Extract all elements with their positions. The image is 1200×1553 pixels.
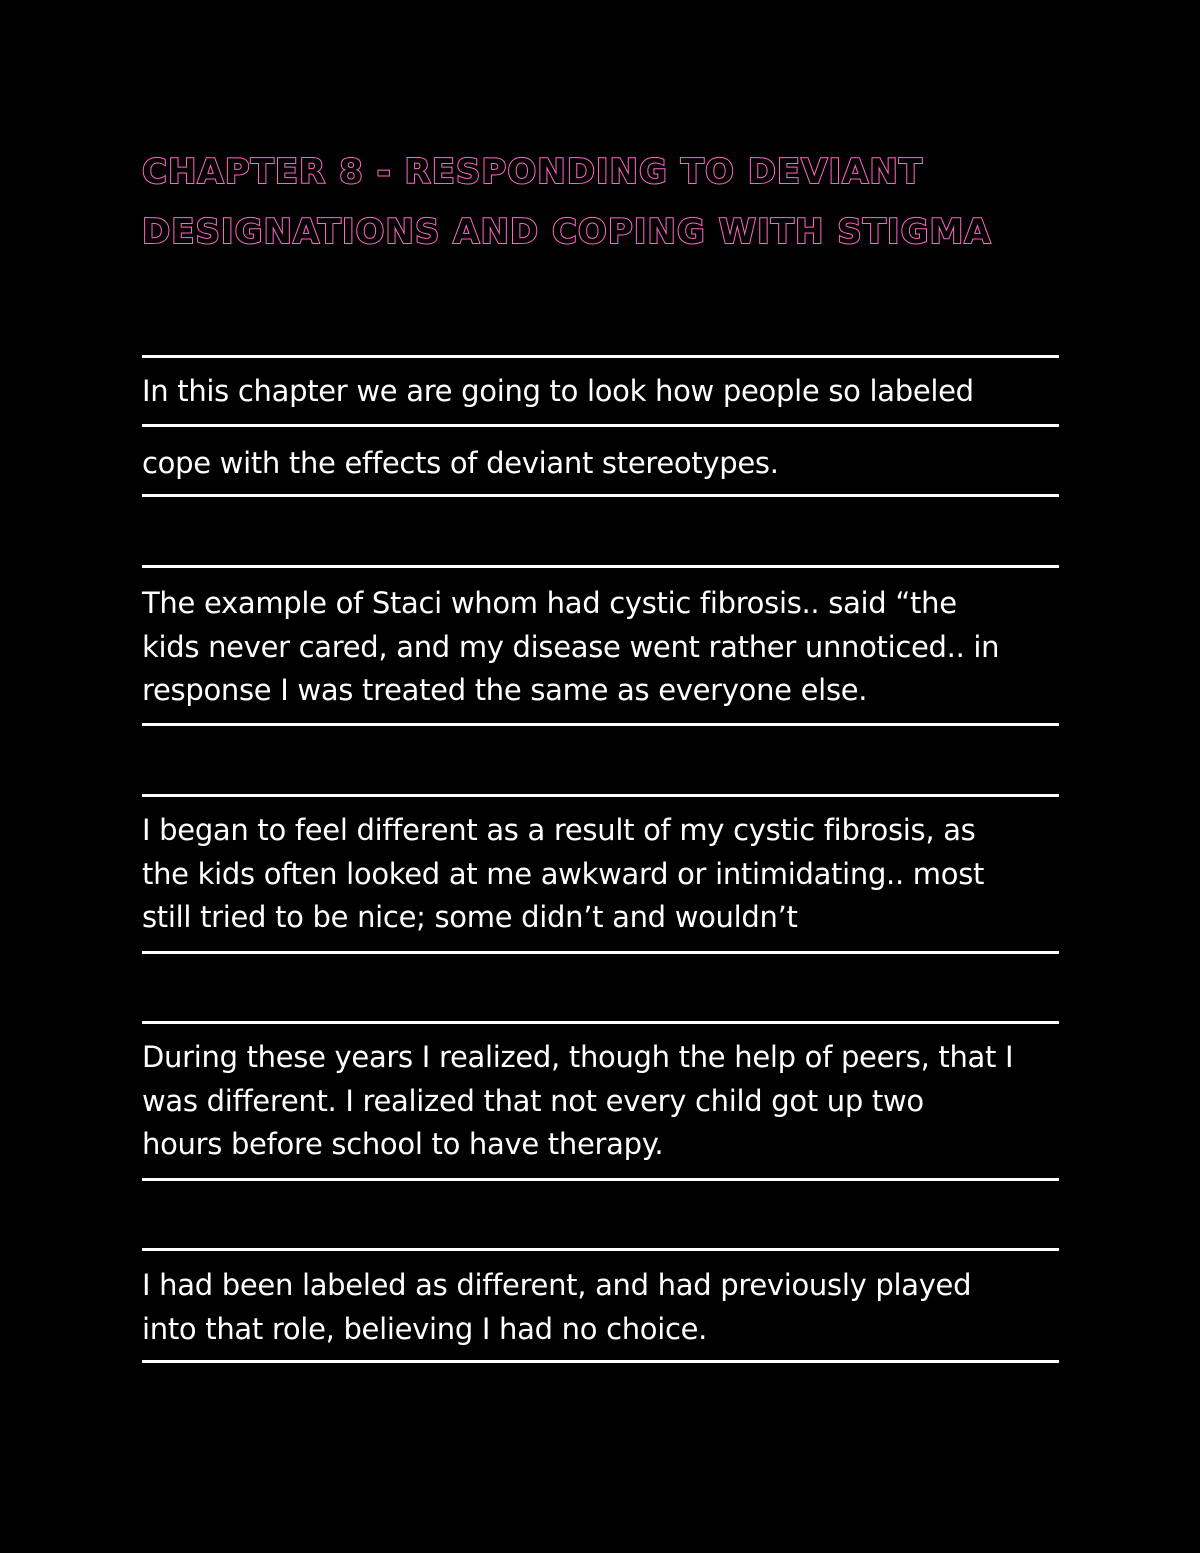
- paragraph-line: I had been labeled as different, and had previously played: [142, 1268, 972, 1302]
- intro-line-1: In this chapter we are going to look how people so labeled: [142, 374, 974, 408]
- quote-paragraph-4: [142, 1264, 1072, 1351]
- paragraph-line: the kids often looked at me awkward or intimidating.. most: [142, 856, 985, 891]
- quote-paragraph-3: [142, 1036, 1072, 1167]
- divider-rule: [142, 794, 1059, 797]
- chapter-title: [142, 142, 1082, 262]
- paragraph-line: During these years I realized, though the help of peers, that I: [142, 1040, 1014, 1074]
- paragraph-line: was different. I realized that not every child got up two: [142, 1083, 924, 1118]
- intro-line-2: cope with the effects of deviant stereotypes.: [142, 446, 779, 480]
- chapter-title-line-1: CHAPTER 8 - RESPONDING TO DEVIANT: [142, 152, 924, 192]
- divider-rule: [142, 494, 1059, 497]
- divider-rule: [142, 1360, 1059, 1363]
- paragraph-line: into that role, believing I had no choice.: [142, 1311, 708, 1346]
- paragraph-line: still tried to be nice; some didn’t and wouldn’t: [142, 900, 798, 934]
- quote-paragraph-2: [142, 809, 1072, 940]
- paragraph-line: response I was treated the same as everyone else.: [142, 673, 868, 707]
- divider-rule: [142, 1178, 1059, 1181]
- quote-paragraph-1: [142, 582, 1072, 713]
- paragraph-line: The example of Staci whom had cystic fibrosis.. said “the: [142, 586, 957, 620]
- divider-rule: [142, 1248, 1059, 1251]
- divider-rule: [142, 565, 1059, 568]
- paragraph-line: I began to feel different as a result of my cystic fibrosis, as: [142, 813, 976, 847]
- divider-rule: [142, 355, 1059, 358]
- divider-rule: [142, 424, 1059, 427]
- divider-rule: [142, 723, 1059, 726]
- paragraph-line: kids never cared, and my disease went rather unnoticed.. in: [142, 629, 1000, 664]
- divider-rule: [142, 1021, 1059, 1024]
- divider-rule: [142, 951, 1059, 954]
- chapter-title-line-2: DESIGNATIONS AND COPING WITH STIGMA: [142, 212, 992, 252]
- paragraph-line: hours before school to have therapy.: [142, 1127, 664, 1161]
